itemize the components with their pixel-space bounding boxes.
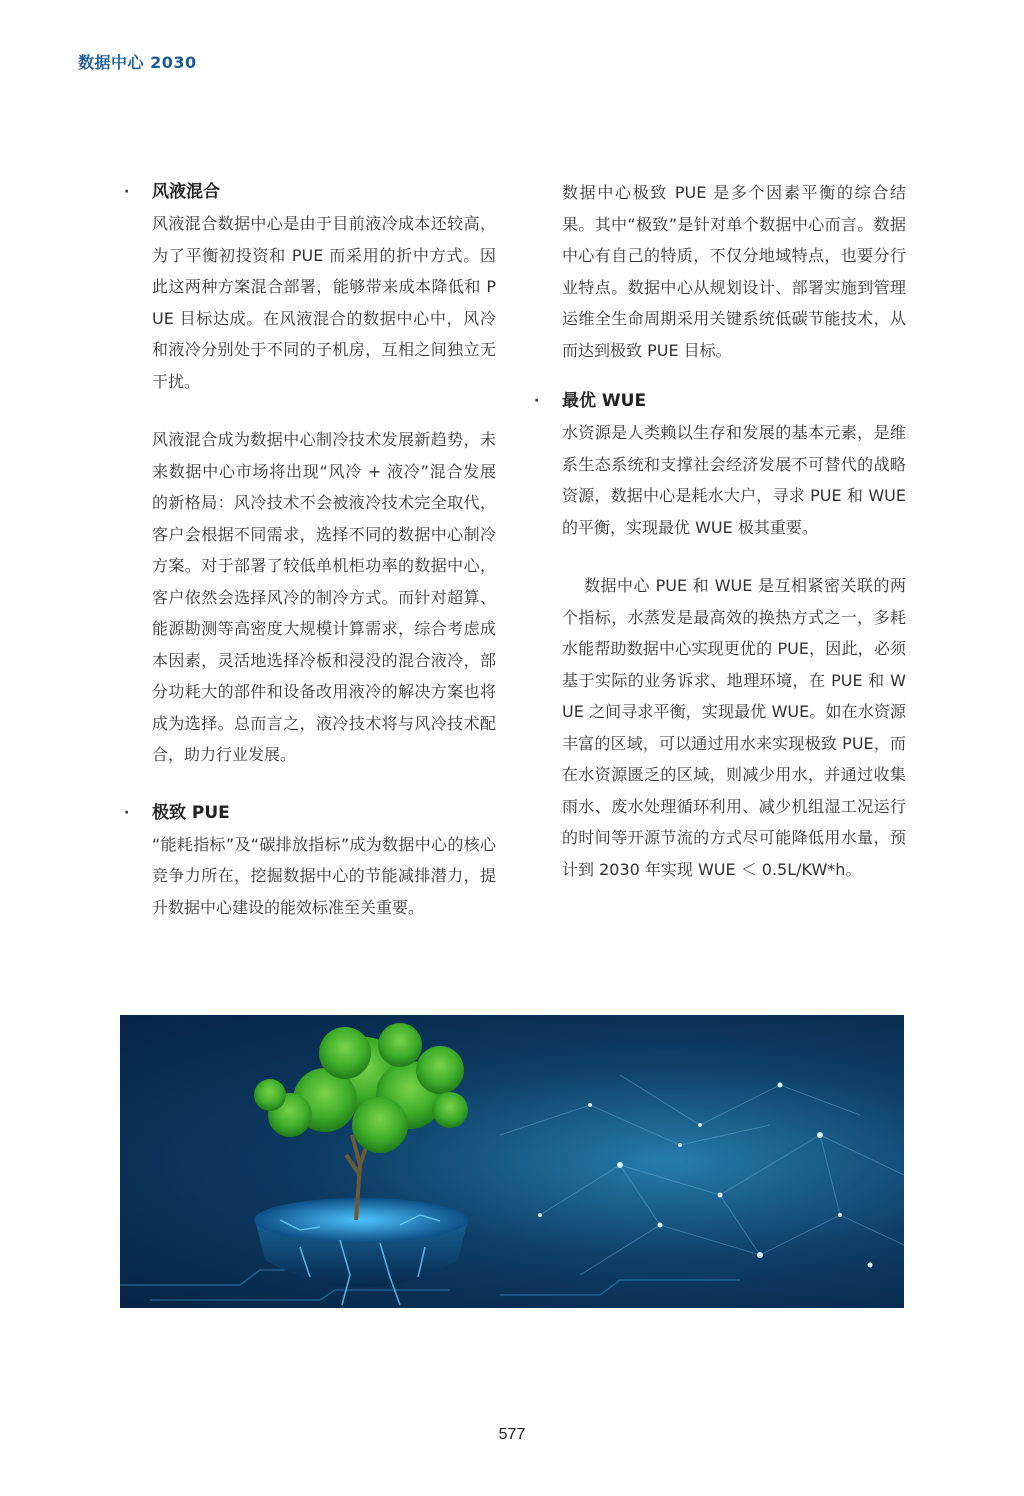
running-header: 数据中心 2030: [78, 53, 197, 72]
page-number: 577: [498, 1426, 526, 1443]
tree-circuit-image: [120, 1015, 904, 1308]
left-column: [124, 177, 496, 923]
pue-paragraph-1: “能耗指标”及“碳排放指标”成为数据中心的核心竞争力所在，挖掘数据中心的节能减排潜力，提升数据中心建设的能效标准至关重要。: [152, 834, 496, 917]
tree-circuit-illustration: [120, 1015, 904, 1308]
section-heading-wue: [534, 386, 906, 417]
section-title: 最优 WUE: [562, 391, 647, 411]
wue-paragraph-1: 水资源是人类赖以生存和发展的基本元素，是维系生态系统和支撑社会经济发展不可替代的战略资源，数据中心是耗水大户，寻求 PUE 和 WUE 的平衡，实现最优 WUE 极其重要。: [562, 423, 906, 537]
section-heading-mixed: [124, 177, 496, 208]
section-title: 风液混合: [152, 182, 220, 202]
pue-paragraph-2: 数据中心极致 PUE 是多个因素平衡的综合结果。其中“极致”是针对单个数据中心而言。数据中心有自己的特质，不仅分地域特点，也要分行业特点。数据中心从规划设计、部署实施到管理运维全生命周期采用关键系统低碳节能技术，从而达到极致 PUE 目标。: [562, 183, 906, 360]
mixed-paragraph-1: 风液混合数据中心是由于目前液冷成本还较高，为了平衡初投资和 PUE 而采用的折中方式。因此这两种方案混合部署，能够带来成本降低和 PUE 目标达成。在风液混合的数据中心中，风冷和液冷分别处于不同的子机房，互相之间独立无干扰。: [152, 214, 496, 391]
section-heading-pue: [124, 798, 496, 829]
right-column: [534, 177, 906, 885]
section-title: 极致 PUE: [152, 802, 230, 823]
bullet-icon: ·: [534, 393, 540, 409]
mixed-paragraph-2: 风液混合成为数据中心制冷技术发展新趋势，未来数据中心市场将出现“风冷 + 液冷”混合发展的新格局：风冷技术不会被液冷技术完全取代，客户会根据不同需求，选择不同的数据中心制冷方案。对于部署了较低单机柜功率的数据中心，客户依然会选择风冷的制冷方式。而针对超算、能源勘测等高密度大规模计算需求，综合考虑成本因素，灵活地选择冷板和浸没的混合液冷，部分功耗大的部件和设备改用液冷的解决方案也将成为选择。总而言之，液冷技术将与风冷技术配合，助力行业发展。: [152, 430, 496, 764]
bullet-icon: ·: [124, 184, 130, 200]
wue-paragraph-2: 数据中心 PUE 和 WUE 是互相紧密关联的两个指标，水蒸发是最高效的换热方式之一，多耗水能帮助数据中心实现更优的 PUE，因此，必须基于实际的业务诉求、地理环境，在 PUE 和 WUE 之间寻求平衡，实现最优 WUE。如在水资源丰富的区域，可以通过用水来实现极致 PUE，而在水资源匮乏的区域，则减少用水，并通过收集雨水、废水处理循环利用、减少机组湿工况运行的时间等开源节流的方式尽可能降低用水量，预计到 2030 年实现 WUE ＜ 0.5L/KW*h。: [562, 576, 906, 879]
bullet-icon: ·: [124, 804, 130, 821]
